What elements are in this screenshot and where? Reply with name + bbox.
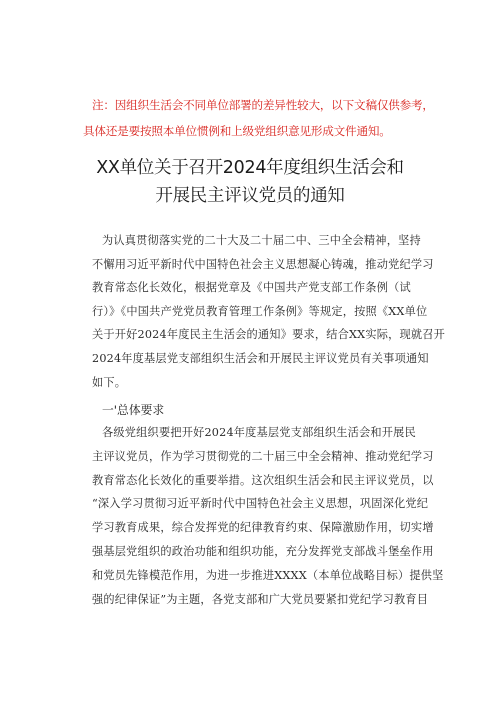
editor-note [83, 92, 442, 144]
section-heading: 一'总体要求 [102, 403, 165, 417]
paragraph-line: 教育常态化长效化的重要举措。这次组织生活会和民主评议党员，以 [92, 473, 434, 487]
paragraph-line: 强的纪律保证”为主题，各党支部和广大党员要紧扣党纪学习教育目 [92, 592, 429, 606]
paragraph-line: 各级党组织要把开好2024年度基层党支部组织生活会和开展民 [102, 426, 416, 439]
paragraph-line: 和党员先锋模范作用，为进一步推进XXXX（本单位战略目标）提供坚 [92, 568, 444, 582]
paragraph-line: 行）》《中国共产党党员教育管理工作条例》等规定，按照《XX单位 [92, 304, 428, 318]
paragraph-line: 2024年度基层党支部组织生活会和开展民主评议党员有关事项通知 [92, 351, 429, 365]
paragraph-line: 为认真贯彻落实党的二十大及二十届二中、三中全会精神，坚持 [102, 234, 421, 247]
paragraph-line: 强基层党组织的政治功能和组织功能，充分发挥党支部战斗堡垒作用 [92, 544, 434, 558]
paragraph-line: 不懈用习近平新时代中国特色社会主义思想凝心铸魂，推动党纪学习 [92, 257, 434, 271]
title-line-1: XX单位关于召开2024年度组织生活会和 [96, 158, 404, 178]
paragraph-line: 教育常态化长效化，根据党章及《中国共产党支部工作条例（试 [92, 281, 411, 295]
note-line-1: 注：因组织生活会不同单位部署的差异性较大，以下文稿仅供参考， [92, 98, 434, 112]
paragraph-line: 主评议党员，作为学习贯彻党的二十届三中全会精神、推动党纪学习 [92, 449, 434, 463]
note-line-2: 具体还是要按照本单位惯例和上级党组织意见形成文件通知。 [83, 124, 391, 138]
intro-paragraph [92, 229, 444, 394]
paragraph-line: 关于开好2024年度民主生活会的通知》要求，结合XX实际，现就召开 [92, 328, 446, 342]
paragraph-line: 学习教育成果，综合发挥党的纪律教育约束、保障激励作用，切实增 [92, 521, 434, 535]
document-title [0, 154, 500, 210]
title-line-2: 开展民主评议党员的通知 [155, 186, 345, 206]
paragraph-line: 如下。 [92, 375, 127, 389]
section-paragraph [92, 421, 444, 611]
paragraph-line: “深入学习贯彻习近平新时代中国特色社会主义思想，巩固深化党纪 [92, 497, 429, 511]
